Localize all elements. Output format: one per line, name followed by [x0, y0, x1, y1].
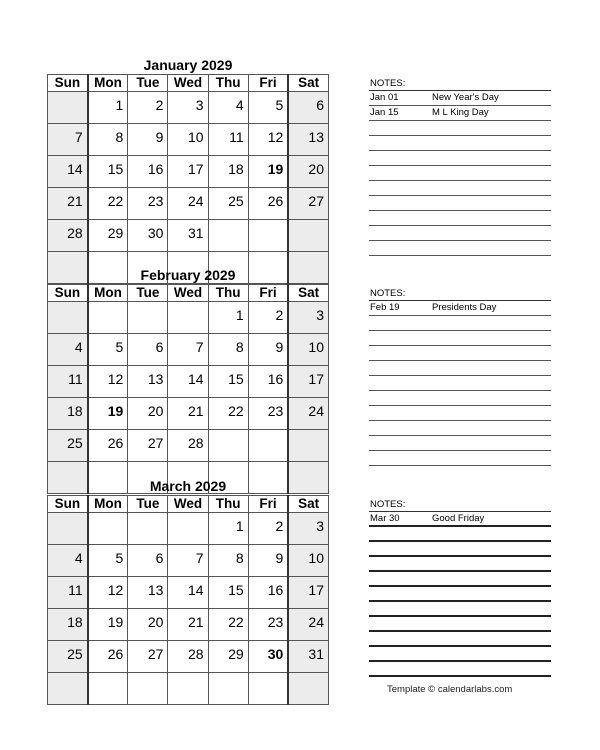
day-cell: 14 — [168, 366, 208, 398]
day-cell: 30 — [128, 220, 168, 252]
day-cell: 22 — [208, 609, 248, 641]
day-cell: 15 — [208, 577, 248, 609]
note-line — [369, 241, 551, 256]
week-row — [48, 156, 329, 188]
note-date: Mar 30 — [370, 513, 400, 524]
day-cell: 13 — [128, 577, 168, 609]
day-cell: 25 — [48, 641, 88, 673]
note-line — [369, 166, 551, 181]
day-cell: 7 — [168, 334, 208, 366]
week-row — [48, 334, 329, 366]
day-cell: 28 — [168, 430, 208, 462]
day-cell: 10 — [168, 124, 208, 156]
note-date: Feb 19 — [370, 302, 400, 313]
day-cell: 3 — [288, 302, 328, 334]
weekday-header: Mon — [88, 496, 128, 513]
note-line — [369, 91, 551, 106]
day-cell — [88, 673, 128, 705]
week-row — [48, 366, 329, 398]
note-line — [369, 587, 551, 602]
note-line — [369, 301, 551, 316]
day-cell: 10 — [288, 334, 328, 366]
month-grid — [47, 74, 329, 284]
note-line — [369, 617, 551, 632]
week-row — [48, 92, 329, 124]
day-cell: 6 — [128, 545, 168, 577]
week-row — [48, 673, 329, 705]
notes-label: NOTES: — [369, 499, 551, 512]
day-cell: 9 — [248, 545, 288, 577]
day-cell: 9 — [248, 334, 288, 366]
note-line — [369, 391, 551, 406]
week-row — [48, 124, 329, 156]
day-cell: 28 — [168, 641, 208, 673]
day-cell: 27 — [128, 430, 168, 462]
note-line — [369, 436, 551, 451]
day-cell: 30 — [248, 641, 288, 673]
weekday-header: Sat — [288, 285, 328, 302]
day-cell: 12 — [248, 124, 288, 156]
note-line — [369, 632, 551, 647]
month-calendar — [47, 56, 329, 284]
weekday-header: Sun — [48, 285, 88, 302]
week-row — [48, 577, 329, 609]
day-cell — [288, 430, 328, 462]
footer-credit: Template © calendarlabs.com — [387, 684, 513, 695]
day-cell: 11 — [208, 124, 248, 156]
note-line — [369, 527, 551, 542]
day-cell: 31 — [288, 641, 328, 673]
day-cell: 26 — [88, 641, 128, 673]
note-line — [369, 557, 551, 572]
day-cell — [48, 92, 88, 124]
weekday-header: Tue — [128, 285, 168, 302]
day-cell: 23 — [248, 609, 288, 641]
weekday-header: Thu — [208, 285, 248, 302]
weekday-header: Sat — [288, 496, 328, 513]
day-cell — [48, 302, 88, 334]
day-cell: 7 — [48, 124, 88, 156]
week-row — [48, 641, 329, 673]
weekday-header: Fri — [248, 285, 288, 302]
note-line — [369, 406, 551, 421]
day-cell: 31 — [168, 220, 208, 252]
day-cell: 4 — [48, 545, 88, 577]
month-title: March 2029 — [149, 478, 227, 494]
day-cell — [248, 673, 288, 705]
weekday-header: Fri — [248, 75, 288, 92]
day-cell: 27 — [288, 188, 328, 220]
weekday-header: Fri — [248, 496, 288, 513]
day-cell: 20 — [128, 398, 168, 430]
day-cell: 10 — [288, 545, 328, 577]
week-row — [48, 545, 329, 577]
day-cell: 7 — [168, 545, 208, 577]
day-cell — [168, 673, 208, 705]
weekday-header: Wed — [168, 496, 208, 513]
day-cell: 24 — [168, 188, 208, 220]
day-cell: 14 — [168, 577, 208, 609]
day-cell: 21 — [48, 188, 88, 220]
week-row — [48, 398, 329, 430]
notes-panel — [369, 499, 551, 677]
weekday-header: Tue — [128, 496, 168, 513]
day-cell: 9 — [128, 124, 168, 156]
day-cell — [128, 302, 168, 334]
notes-panel — [369, 288, 551, 466]
day-cell — [48, 513, 88, 545]
day-cell: 2 — [128, 92, 168, 124]
note-line — [369, 647, 551, 662]
day-cell: 5 — [248, 92, 288, 124]
weekday-header: Sat — [288, 75, 328, 92]
day-cell: 26 — [88, 430, 128, 462]
note-line — [369, 181, 551, 196]
day-cell: 21 — [168, 609, 208, 641]
month-calendar — [47, 477, 329, 705]
day-cell: 23 — [248, 398, 288, 430]
day-cell: 8 — [208, 334, 248, 366]
day-cell: 16 — [248, 577, 288, 609]
note-line — [369, 662, 551, 677]
note-line — [369, 602, 551, 617]
day-cell: 24 — [288, 609, 328, 641]
day-cell: 15 — [208, 366, 248, 398]
day-cell: 11 — [48, 577, 88, 609]
week-row — [48, 220, 329, 252]
note-line — [369, 151, 551, 166]
note-line — [369, 451, 551, 466]
note-text: Presidents Day — [432, 302, 497, 313]
weekday-header: Tue — [128, 75, 168, 92]
day-cell: 2 — [248, 513, 288, 545]
note-line — [369, 196, 551, 211]
day-cell — [248, 220, 288, 252]
day-cell: 8 — [88, 124, 128, 156]
weekday-header: Mon — [88, 75, 128, 92]
day-cell: 17 — [288, 577, 328, 609]
week-row — [48, 188, 329, 220]
day-cell: 29 — [88, 220, 128, 252]
day-cell: 19 — [88, 398, 128, 430]
day-cell: 18 — [48, 609, 88, 641]
note-line — [369, 106, 551, 121]
note-date: Jan 15 — [370, 107, 399, 118]
day-cell: 14 — [48, 156, 88, 188]
month-title: January 2029 — [143, 57, 233, 73]
week-row — [48, 513, 329, 545]
day-cell — [248, 430, 288, 462]
day-cell: 8 — [208, 545, 248, 577]
note-line — [369, 226, 551, 241]
weekday-header: Wed — [168, 75, 208, 92]
note-line — [369, 331, 551, 346]
day-cell — [208, 430, 248, 462]
weekday-header: Thu — [208, 496, 248, 513]
note-line — [369, 512, 551, 527]
note-line — [369, 346, 551, 361]
day-cell: 25 — [48, 430, 88, 462]
note-line — [369, 121, 551, 136]
day-cell: 5 — [88, 334, 128, 366]
day-cell: 15 — [88, 156, 128, 188]
day-cell: 6 — [288, 92, 328, 124]
note-date: Jan 01 — [370, 92, 399, 103]
day-cell: 16 — [248, 366, 288, 398]
day-cell: 12 — [88, 577, 128, 609]
day-cell — [208, 220, 248, 252]
day-cell: 27 — [128, 641, 168, 673]
notes-label: NOTES: — [369, 288, 551, 301]
month-grid — [47, 284, 329, 494]
day-cell: 20 — [128, 609, 168, 641]
day-cell: 28 — [48, 220, 88, 252]
note-line — [369, 572, 551, 587]
day-cell: 20 — [288, 156, 328, 188]
note-line — [369, 136, 551, 151]
day-cell: 13 — [288, 124, 328, 156]
day-cell: 16 — [128, 156, 168, 188]
day-cell — [128, 513, 168, 545]
note-line — [369, 376, 551, 391]
day-cell — [208, 673, 248, 705]
month-grid — [47, 495, 329, 705]
day-cell — [48, 673, 88, 705]
notes-panel — [369, 78, 551, 256]
day-cell: 5 — [88, 545, 128, 577]
notes-label: NOTES: — [369, 78, 551, 91]
day-cell: 4 — [208, 92, 248, 124]
weekday-header: Thu — [208, 75, 248, 92]
weekday-header: Wed — [168, 285, 208, 302]
note-line — [369, 316, 551, 331]
day-cell: 17 — [168, 156, 208, 188]
note-line — [369, 421, 551, 436]
day-cell: 6 — [128, 334, 168, 366]
day-cell: 1 — [88, 92, 128, 124]
day-cell: 19 — [88, 609, 128, 641]
day-cell — [128, 673, 168, 705]
day-cell: 25 — [208, 188, 248, 220]
day-cell: 11 — [48, 366, 88, 398]
day-cell — [168, 513, 208, 545]
day-cell: 23 — [128, 188, 168, 220]
day-cell — [288, 220, 328, 252]
weekday-header: Sun — [48, 75, 88, 92]
note-text: Good Friday — [432, 513, 485, 524]
day-cell — [168, 302, 208, 334]
day-cell: 1 — [208, 513, 248, 545]
day-cell: 18 — [208, 156, 248, 188]
day-cell: 13 — [128, 366, 168, 398]
day-cell — [288, 673, 328, 705]
month-calendar — [47, 266, 329, 494]
day-cell: 18 — [48, 398, 88, 430]
day-cell: 1 — [208, 302, 248, 334]
month-title: February 2029 — [140, 267, 236, 283]
week-row — [48, 302, 329, 334]
note-line — [369, 542, 551, 557]
day-cell — [88, 302, 128, 334]
note-line — [369, 211, 551, 226]
day-cell: 3 — [168, 92, 208, 124]
day-cell: 19 — [248, 156, 288, 188]
day-cell: 12 — [88, 366, 128, 398]
day-cell: 3 — [288, 513, 328, 545]
day-cell: 17 — [288, 366, 328, 398]
week-row — [48, 609, 329, 641]
day-cell: 26 — [248, 188, 288, 220]
weekday-header: Sun — [48, 496, 88, 513]
week-row — [48, 430, 329, 462]
note-text: M L King Day — [432, 107, 489, 118]
note-text: New Year's Day — [432, 92, 499, 103]
day-cell: 4 — [48, 334, 88, 366]
day-cell: 22 — [88, 188, 128, 220]
note-line — [369, 361, 551, 376]
day-cell — [88, 513, 128, 545]
weekday-header: Mon — [88, 285, 128, 302]
day-cell: 29 — [208, 641, 248, 673]
day-cell: 22 — [208, 398, 248, 430]
day-cell: 24 — [288, 398, 328, 430]
day-cell: 2 — [248, 302, 288, 334]
day-cell: 21 — [168, 398, 208, 430]
